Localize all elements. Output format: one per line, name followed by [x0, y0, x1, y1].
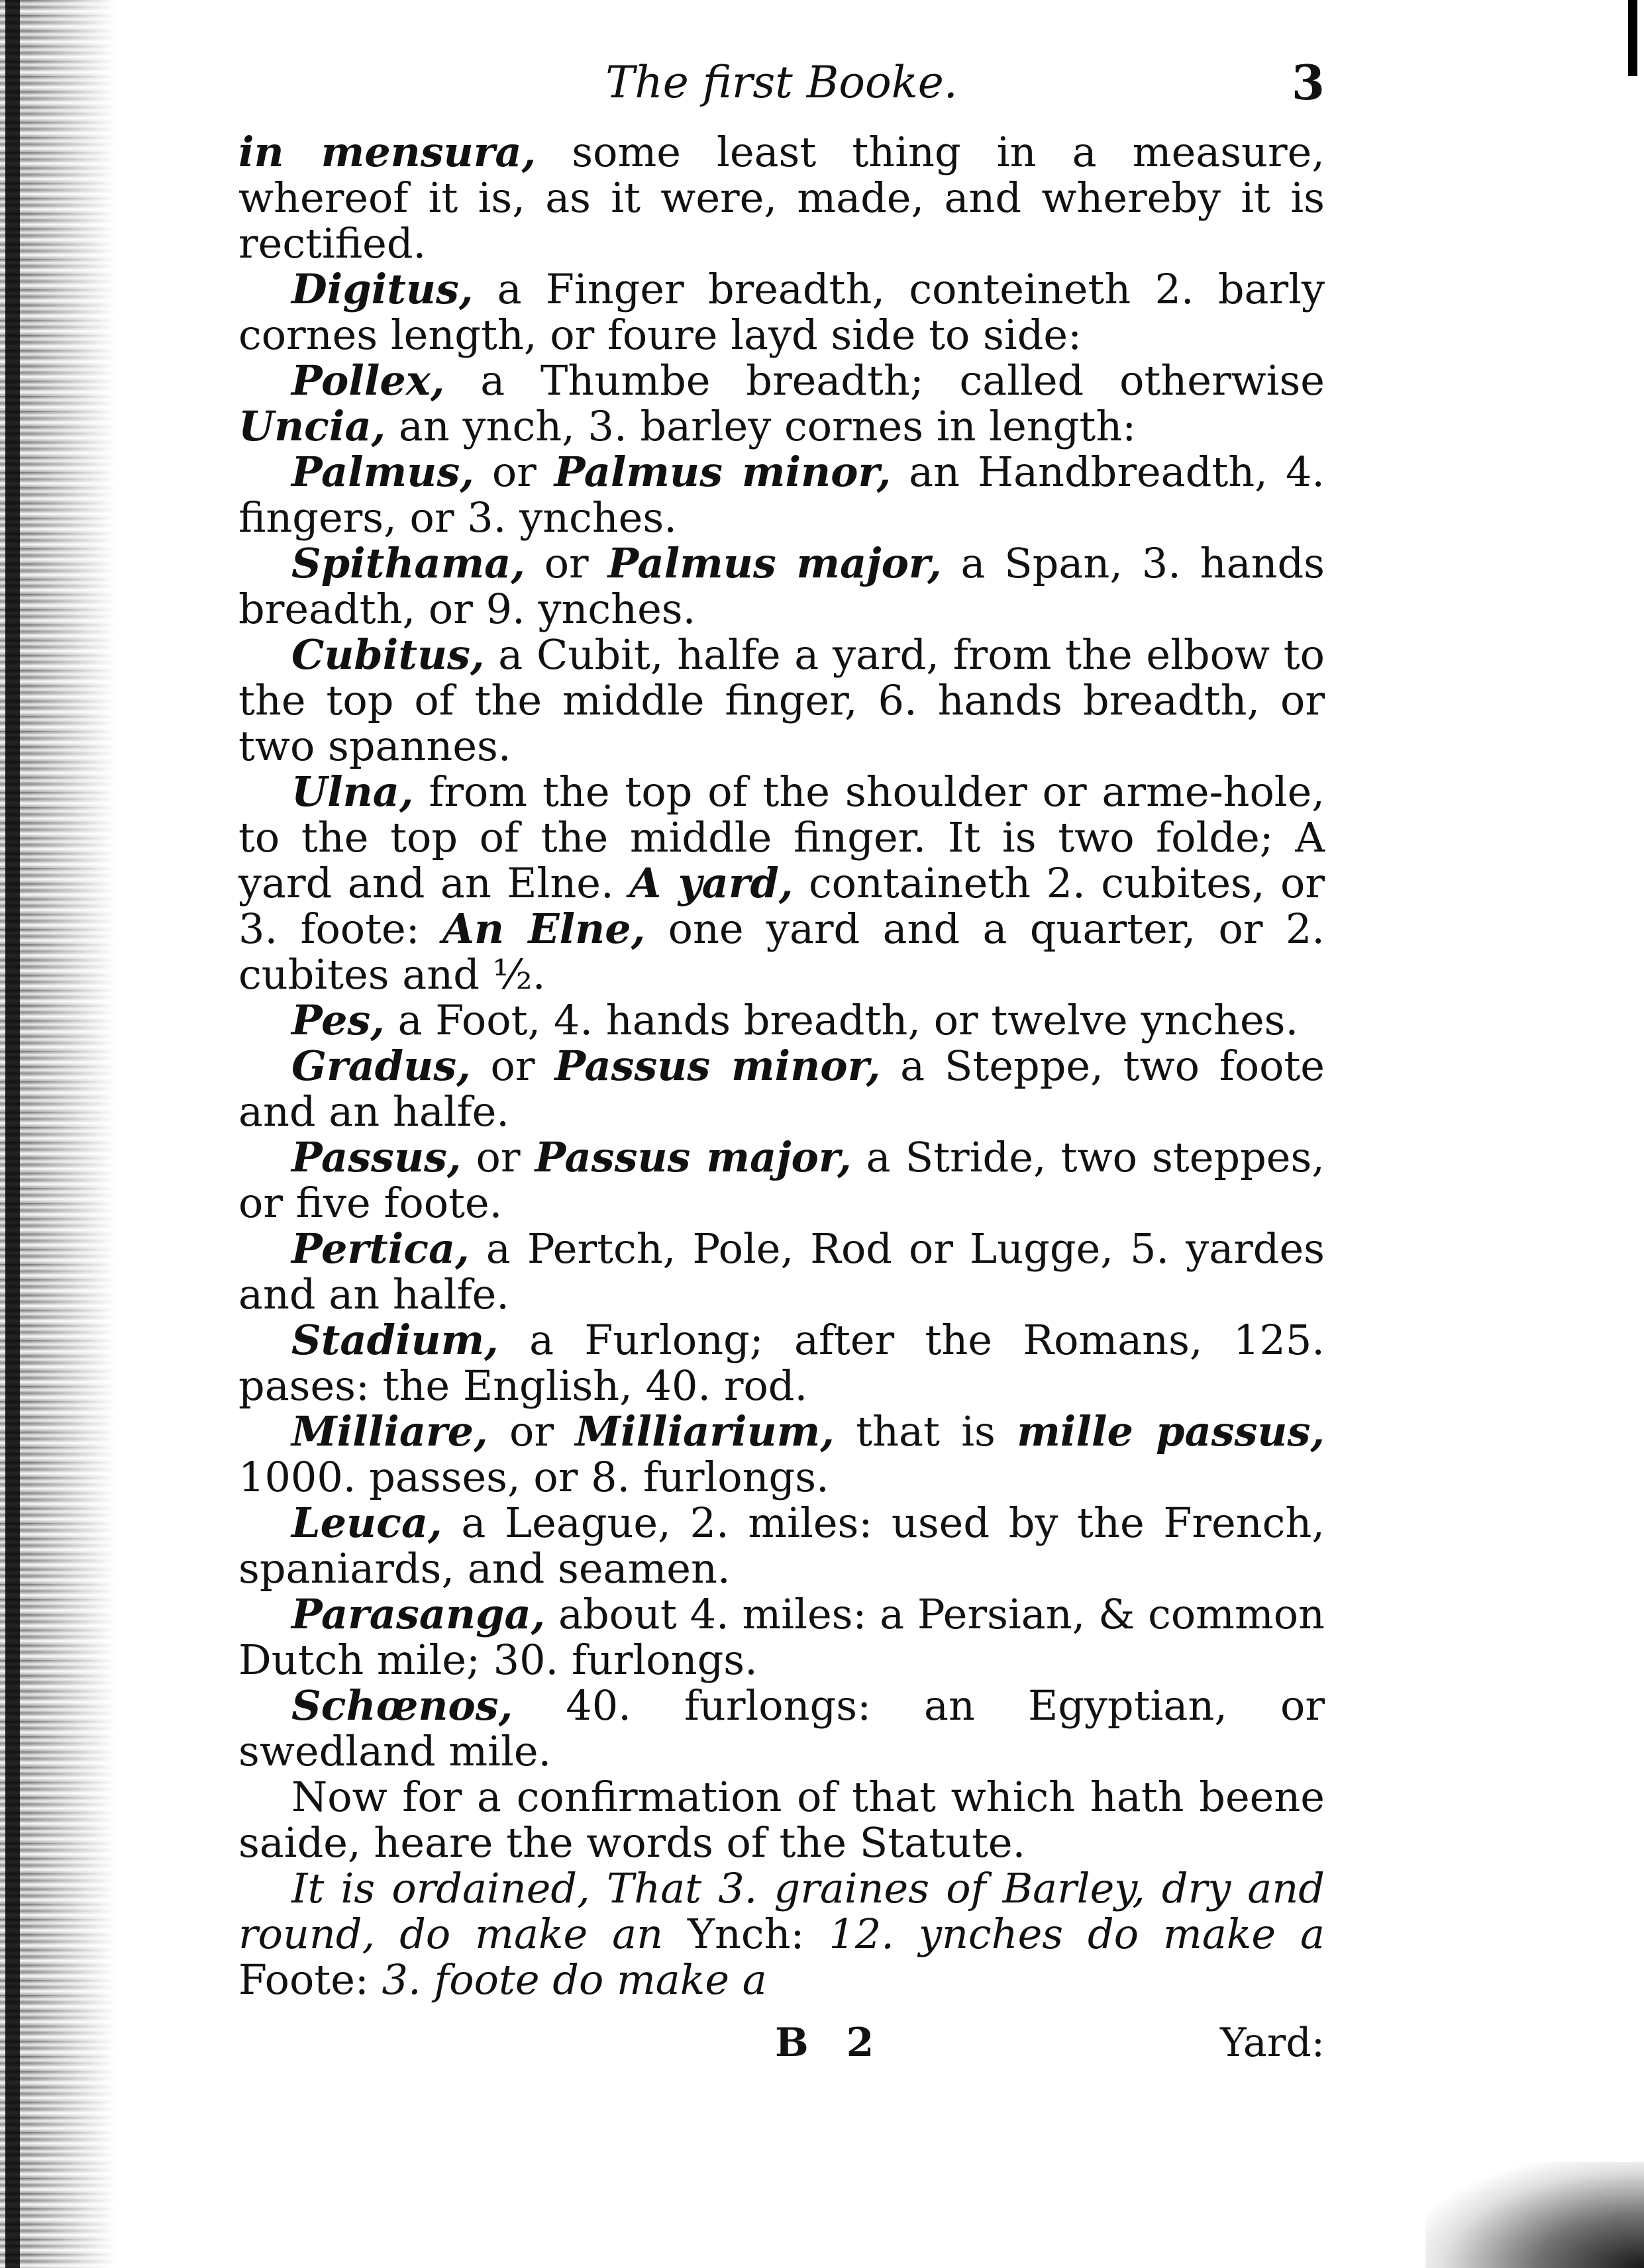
definition-text: a League, 2. miles: used by the French, spaniards, and seamen. — [238, 1499, 1325, 1593]
latin-term: Schœnos, — [291, 1681, 513, 1730]
paragraph — [238, 1317, 1325, 1408]
statute-quote — [238, 1865, 1325, 2002]
running-title: The first Booke. — [605, 57, 958, 108]
definition-text: a Pertch, Pole, Rod or Lugge, 5. yardes and an halfe. — [238, 1224, 1325, 1318]
latin-term: Palmus minor, — [554, 448, 892, 496]
latin-term: Palmus major, — [607, 539, 942, 587]
latin-term: Gradus, — [291, 1042, 471, 1090]
latin-term: Parasanga, — [291, 1590, 546, 1638]
latin-term: Leuca, — [291, 1499, 442, 1547]
latin-term: Pes, — [291, 996, 385, 1044]
signature-mark: B 2 — [775, 2020, 886, 2066]
latin-term: Spithama, — [291, 539, 525, 587]
paragraph — [238, 129, 1325, 266]
definition-text: a Thumbe breadth; called otherwise — [444, 356, 1325, 405]
definition-text: an Handbreadth, 4. fingers, or 3. ynches. — [238, 448, 1325, 542]
latin-term: mille passus, — [1017, 1407, 1325, 1455]
definition-text: an ynch, 3. barley cornes in length: — [385, 402, 1137, 450]
definition-text: one yard and a quarter, or 2. cubites and ½. — [238, 905, 1325, 999]
paragraph — [238, 540, 1325, 632]
definition-text: a Stride, two steppes, or five foote. — [238, 1133, 1325, 1227]
latin-term: Pollex, — [291, 356, 445, 405]
paragraph — [238, 1591, 1325, 1683]
definition-text: 40. furlongs: an Egyptian, or swedland mile. — [238, 1681, 1325, 1775]
paragraph — [238, 1683, 1325, 1774]
latin-term: Passus minor, — [554, 1042, 881, 1090]
definition-text: containeth 2. cubites, or 3. foote: — [238, 859, 1325, 953]
paragraph — [238, 266, 1325, 358]
paragraph — [238, 1134, 1325, 1226]
page-header — [238, 50, 1325, 123]
statute-roman: Ynch: — [663, 1910, 829, 1958]
paragraph — [238, 632, 1325, 769]
scan-edge-bar — [5, 0, 20, 2268]
latin-term: Milliare, — [291, 1407, 488, 1455]
latin-term: Passus, — [291, 1133, 462, 1181]
statute-roman: Foote: — [238, 1955, 382, 2004]
paragraph — [238, 449, 1325, 540]
definition-text: or — [470, 1042, 555, 1090]
paragraph — [238, 1500, 1325, 1591]
latin-term: Milliarium, — [575, 1407, 835, 1455]
paragraph — [238, 997, 1325, 1043]
latin-term: Pertica, — [291, 1224, 470, 1273]
definition-text: a Span, 3. hands breadth, or 9. ynches. — [238, 539, 1325, 633]
definition-text: that is — [834, 1407, 1017, 1455]
latin-term: Palmus, — [291, 448, 474, 496]
definition-text: or — [474, 448, 554, 496]
definition-text: a Foot, 4. hands breadth, or twelve ynches. — [384, 996, 1299, 1044]
latin-term: Ulna, — [291, 767, 414, 816]
latin-term: Cubitus, — [291, 630, 485, 679]
body-sentence: Now for a confirmation of that which hath beene saide, heare the words of the Statute. — [238, 1773, 1325, 1867]
definition-text: or — [461, 1133, 535, 1181]
latin-term: A yard, — [629, 859, 794, 907]
definition-text: from the top of the shoulder or arme-hole, to the top of the middle finger. It is two folde; A yard and an Elne. — [238, 767, 1325, 907]
latin-term: Uncia, — [238, 402, 386, 450]
latin-term: An Elne, — [442, 905, 646, 953]
latin-term: Passus major, — [535, 1133, 852, 1181]
catchword: Yard: — [1219, 2020, 1325, 2066]
paragraph — [238, 358, 1325, 449]
latin-term: Stadium, — [291, 1316, 499, 1364]
paragraph — [238, 1408, 1325, 1500]
definition-text: or — [525, 539, 608, 587]
paragraph — [238, 769, 1325, 997]
scan-corner-shadow — [1425, 2162, 1644, 2268]
page-footer — [238, 2016, 1325, 2069]
definition-text: a Steppe, two foote and an halfe. — [238, 1042, 1325, 1136]
definition-text: a Finger breadth, conteineth 2. barly cornes length, or foure layd side to side: — [238, 265, 1325, 359]
definition-text: about 4. miles: a Persian, & common Dutch mile; 30. furlongs. — [238, 1590, 1325, 1684]
definition-text: a Cubit, halfe a yard, from the elbow to the top of the middle finger, 6. hands breadth, or two spannes. — [238, 630, 1325, 770]
page-number: 3 — [1291, 54, 1325, 111]
statute-italic: 3. foote do make a — [382, 1955, 767, 2004]
definition-text: some least thing in a measure, whereof it is, as it were, made, and whereby it is rectified. — [238, 128, 1325, 268]
statute-italic: 12. ynches do make a — [829, 1910, 1325, 1958]
latin-term: Digitus, — [291, 265, 474, 313]
definition-text: or — [488, 1407, 576, 1455]
scan-edge-right-mark — [1628, 0, 1637, 76]
body-text — [238, 129, 1325, 2002]
paragraph — [238, 1226, 1325, 1317]
definition-text: 1000. passes, or 8. furlongs. — [238, 1453, 829, 1501]
latin-term: in mensura, — [238, 128, 537, 176]
paragraph — [238, 1774, 1325, 1865]
statute-italic: It is ordained, That 3. graines of Barley, dry and round, do make an — [238, 1864, 1325, 1958]
definition-text: a Furlong; after the Romans, 125. pases: the English, 40. rod. — [238, 1316, 1325, 1410]
paragraph — [238, 1043, 1325, 1134]
